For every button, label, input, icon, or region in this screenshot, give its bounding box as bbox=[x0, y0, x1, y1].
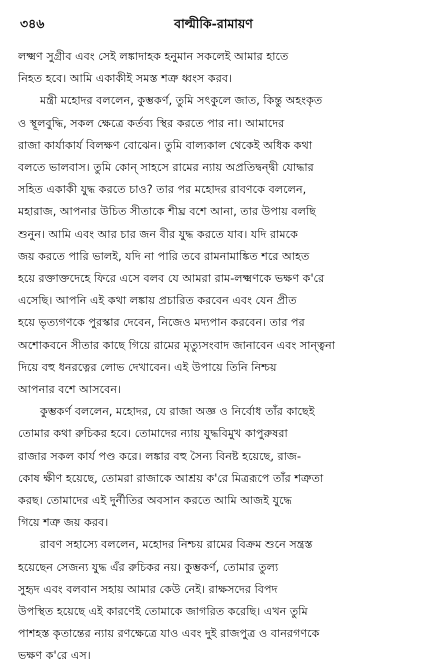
text-line: পাশহস্ত কৃতান্তের ন্যায় রণক্ষেত্রে যাও এবং দুই রাজপুত্র ও বানরগণকে bbox=[18, 627, 320, 641]
text-line: কোষ ক্ষীণ হয়েছে, তোমরা রাজাকে আশ্রয় ক'রে মিত্ররূপে তাঁর শত্রুতা bbox=[18, 471, 324, 485]
text-line: রাজা কার্যাকার্য বিলক্ষণ বোঝেন। তুমি বাল্যকাল থেকেই অধিক কথা bbox=[18, 138, 313, 152]
text-line: তোমার কথা রুচিকর হবে। তোমাদের ন্যায় যুদ্ধবিমুখ কাপুরুষরা bbox=[18, 427, 288, 441]
text-line: লক্ষ্মণ সুগ্রীব এবং সেই লঙ্কাদাহক হনুমান সকলেই আমার হাতে bbox=[18, 50, 289, 63]
text-line: মন্ত্রী মহোদর বললেন, কুম্ভকর্ণ, তুমি সৎকুলে জাত, কিন্তু অহংকৃত bbox=[40, 94, 323, 108]
page-header bbox=[18, 16, 409, 38]
text-line: অশোকবনে সীতার কাছে গিয়ে রামের মৃত্যুসংবাদ জানাবেন এবং সান্ত্বনা bbox=[18, 338, 336, 352]
text-line: ভক্ষণ ক'রে এস। bbox=[18, 649, 91, 663]
paragraph bbox=[18, 534, 409, 667]
paragraph bbox=[18, 46, 409, 90]
text-line: রাবণ সহাস্যে বললেন, মহোদর নিশ্চয় রামের বিক্রম শুনে সন্ত্রস্ত bbox=[40, 538, 313, 552]
text-line: হয়ে ভৃত্যগণকে পুরস্কার দেবেন, নিজেও মদ্যপান করবেন। তার পর bbox=[18, 316, 305, 330]
text-line: সুহৃদ এবং বলবান সহায় আমার কেউ নেই। রাক্ষসদের বিপদ bbox=[18, 582, 278, 596]
paragraph bbox=[18, 401, 409, 534]
page-body bbox=[18, 46, 409, 668]
text-line: রাজার সকল কার্য পণ্ড করে। লঙ্কার বহু সৈন্য বিনষ্ট হয়েছে, রাজ- bbox=[18, 449, 301, 463]
text-line: হয়ে রক্তাক্তদেহে ফিরে এসে বলব যে আমরা রাম-লক্ষ্মণকে ভক্ষণ ক'রে bbox=[18, 272, 325, 286]
text-line: শুনুন। আমি এবং আর চার জন বীর যুদ্ধ করতে যাব। যদি রামকে bbox=[18, 227, 298, 241]
text-line: বলতে ভালবাস। তুমি কোন্‌ সাহসে রামের ন্যায় অপ্রতিদ্বন্দ্বী যোদ্ধার bbox=[18, 161, 314, 175]
text-line: নিহত হবে। আমি একাকীই সমস্ত শত্রু ধ্বংস করব। bbox=[18, 72, 233, 86]
text-line: আপনার বশে আসবেন। bbox=[18, 383, 122, 397]
text-line: এসেছি। আপনি এই কথা লঙ্কায় প্রচারিত করবেন এবং যেন প্রীত bbox=[18, 294, 297, 308]
paragraph bbox=[18, 90, 409, 401]
text-line: মহারাজ, আপনার উচিত সীতাকে শীঘ্র বশে আনা, তার উপায় বলছি bbox=[18, 205, 316, 219]
text-line: উপস্থিত হয়েছে এই কারণেই তোমাকে জাগরিত করেছি। এখন তুমি bbox=[18, 605, 308, 619]
text-line: ও স্থূলবুদ্ধি, সকল ক্ষেত্রে কর্তব্য স্থির করতে পার না। আমাদের bbox=[18, 116, 285, 130]
text-line: দিয়ে বহু ধনরত্নের লোভ দেখাবেন। এই উপায়ে তিনি নিশ্চয় bbox=[18, 360, 277, 374]
text-line: গিয়ে শত্রু জয় করব। bbox=[18, 516, 109, 530]
running-title: বাল্মীকি-রামায়ণ bbox=[174, 16, 253, 31]
text-line: কুম্ভকর্ণ বললেন, মহোদর, যে রাজা অজ্ঞ ও নির্বোধ তাঁর কাছেই bbox=[40, 405, 315, 419]
text-line: জয় করতে পারি ভালই, যদি না পারি তবে রামনামাঙ্কিত শরে আহত bbox=[18, 249, 310, 263]
text-line: করছ। তোমাদের এই দুর্নীতির অবসান করতে আমি আজই যুদ্ধে bbox=[18, 494, 292, 508]
page-number: ৩৪৬ bbox=[20, 16, 45, 31]
text-line: হয়েছেন সেজন্য যুদ্ধ এঁর রুচিকর নয়। কুম্ভকর্ণ, তোমার তুল্য bbox=[18, 560, 279, 574]
text-line: সহিত একাকী যুদ্ধ করতে চাও? তার পর মহোদর রাবণকে বললেন, bbox=[18, 183, 307, 197]
